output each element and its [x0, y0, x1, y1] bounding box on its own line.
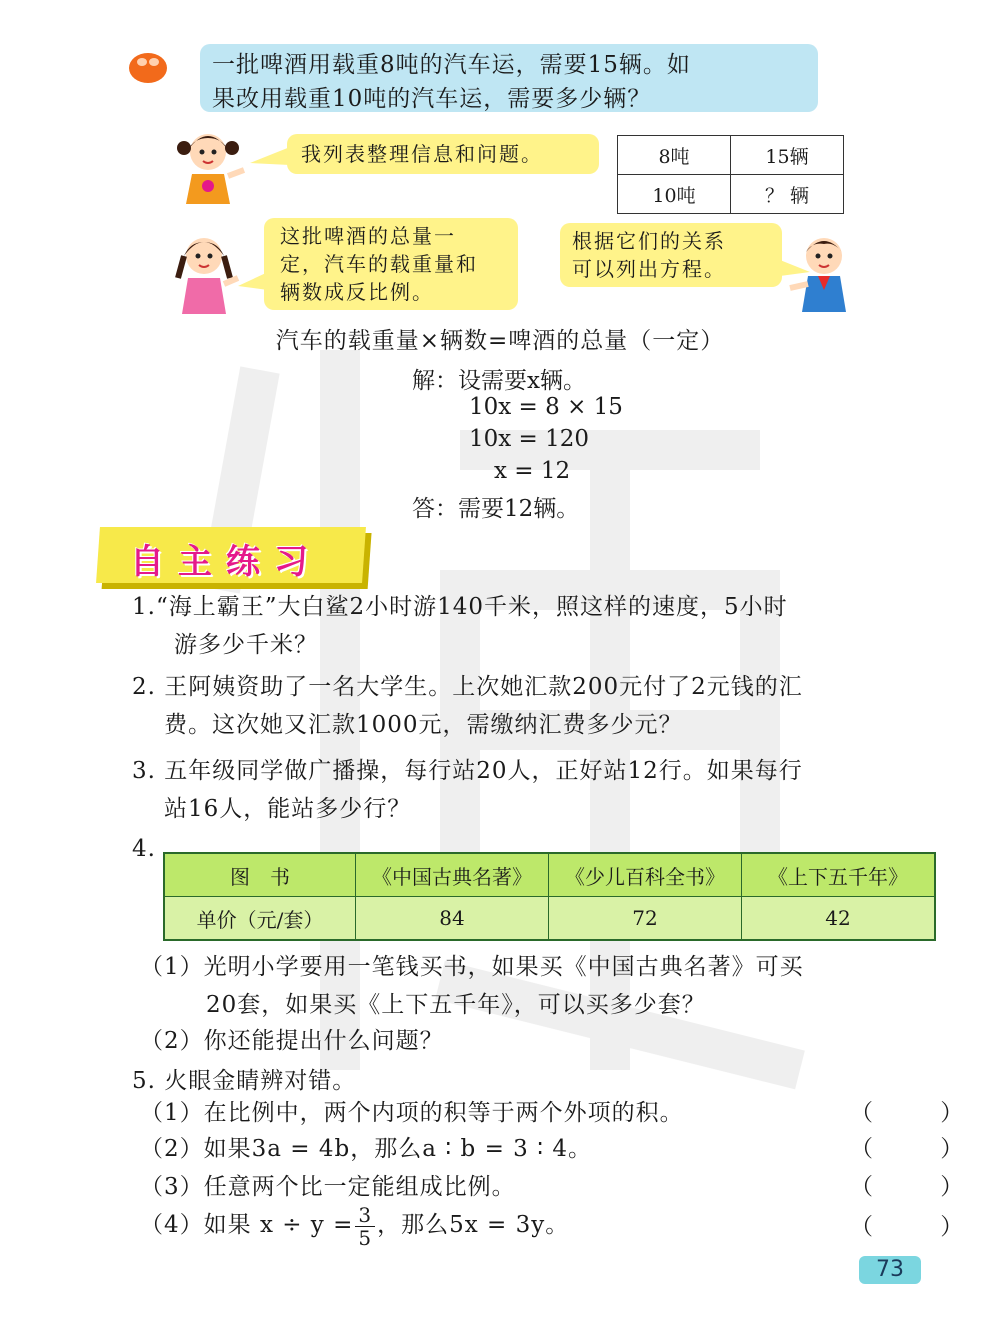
boy-line-1: 根据它们的关系 [572, 229, 726, 253]
info-table [617, 135, 844, 214]
girl-2-line-2: 定，汽车的载重量和 [280, 252, 478, 276]
answer-blank-1[interactable]: （ ） [850, 1100, 994, 1126]
exercise-4-q1-line-1: （1）光明小学要用一笔钱买书，如果买《中国古典名著》可买 [140, 954, 804, 980]
info-cell: ？ 辆 [731, 175, 844, 214]
exercise-1-line-2: 游多少千米？ [174, 632, 318, 658]
fraction [355, 1204, 375, 1249]
fraction-denominator: 5 [358, 1225, 373, 1250]
book-table-header: 《上下五千年》 [742, 853, 936, 897]
info-cell: 10吨 [618, 175, 731, 214]
book-table-cell: 42 [742, 897, 936, 941]
book-table-cell: 72 [549, 897, 742, 941]
girl-1-text: 我列表整理信息和问题。 [301, 142, 543, 166]
problem-statement [200, 44, 818, 112]
exercise-4-number: 4. [132, 836, 156, 862]
orange-bullet-icon [128, 50, 168, 84]
exercise-4-q1-line-2: 20套，如果买《上下五千年》，可以买多少套？ [206, 992, 706, 1018]
bubble-tail-girl-2 [238, 270, 268, 292]
section-title: 自主练习 [130, 542, 322, 582]
exercise-2-line-1: 2. 王阿姨资助了一名大学生。上次她汇款200元付了2元钱的汇 [132, 674, 803, 700]
speech-bubble-girl-2 [264, 218, 518, 310]
book-table-header: 图 书 [164, 853, 356, 897]
problem-line-1: 一批啤酒用载重8吨的汽车运，需要15辆。如 [212, 52, 691, 78]
book-table-header: 《少儿百科全书》 [549, 853, 742, 897]
book-table-header: 《中国古典名著》 [356, 853, 549, 897]
exercise-5-q4-suffix: ，那么5x = 3y。 [377, 1212, 570, 1238]
exercise-5-title: 5. 火眼金睛辨对错。 [132, 1068, 357, 1094]
book-table-cell: 84 [356, 897, 549, 941]
girl-character-icon [172, 126, 250, 204]
book-price-table [163, 852, 936, 941]
exercise-2-line-2: 费。这次她又汇款1000元，需缴纳汇费多少元？ [164, 712, 683, 738]
info-cell: 15辆 [731, 136, 844, 175]
answer-blank-3[interactable]: （ ） [850, 1174, 994, 1200]
solution-answer: 答：需要12辆。 [412, 496, 580, 522]
speech-bubble-boy [560, 223, 782, 287]
solution-step-2: 10x = 8 × 15 [469, 394, 623, 420]
exercise-5-question-2: （2）如果3a = 4b，那么a ∶ b = 3 ∶ 4。 [140, 1136, 593, 1162]
exercise-4-question-1 [140, 948, 940, 1024]
boy-line-2: 可以列出方程。 [572, 257, 726, 281]
exercise-3-line-2: 站16人，能站多少行？ [164, 796, 412, 822]
exercise-5-question-4 [140, 1200, 940, 1250]
exercise-3-line-1: 3. 五年级同学做广播操，每行站20人，正好站12行。如果每行 [132, 758, 803, 784]
solution-step-3: 10x = 120 [469, 426, 590, 452]
speech-bubble-girl-1 [287, 134, 599, 174]
info-cell: 8吨 [618, 136, 731, 175]
solution-step-1: 解：设需要x辆。 [412, 368, 586, 394]
page-number: 73 [859, 1256, 921, 1284]
boy-character-icon [786, 230, 858, 312]
solution-step-4: x = 12 [494, 458, 571, 484]
exercise-3 [132, 752, 932, 828]
girl-2-line-1: 这批啤酒的总量一 [280, 224, 456, 248]
answer-blank-2[interactable]: （ ） [850, 1136, 994, 1162]
exercise-1 [132, 588, 932, 664]
exercise-5-q4-prefix: （4）如果 x ÷ y = [140, 1212, 354, 1238]
bubble-tail-girl-1 [250, 145, 290, 167]
girl-2-character-icon [170, 228, 242, 314]
exercise-1-line-1: 1.“海上霸王”大白鲨2小时游140千米，照这样的速度，5小时 [132, 594, 788, 620]
exercise-4-question-2: （2）你还能提出什么问题？ [140, 1028, 444, 1054]
exercise-5-question-1: （1）在比例中，两个内项的积等于两个外项的积。 [140, 1100, 684, 1126]
problem-line-2: 果改用载重10吨的汽车运，需要多少辆？ [212, 86, 652, 112]
relation-formula: 汽车的载重量×辆数=啤酒的总量（一定） [275, 328, 725, 354]
girl-2-line-3: 辆数成反比例。 [280, 280, 434, 304]
fraction-numerator: 3 [355, 1204, 375, 1227]
exercise-2 [132, 668, 932, 744]
answer-blank-4[interactable]: （ ） [850, 1214, 994, 1240]
exercise-5-question-3: （3）任意两个比一定能组成比例。 [140, 1174, 516, 1200]
book-table-cell: 单价（元/套） [164, 897, 356, 941]
